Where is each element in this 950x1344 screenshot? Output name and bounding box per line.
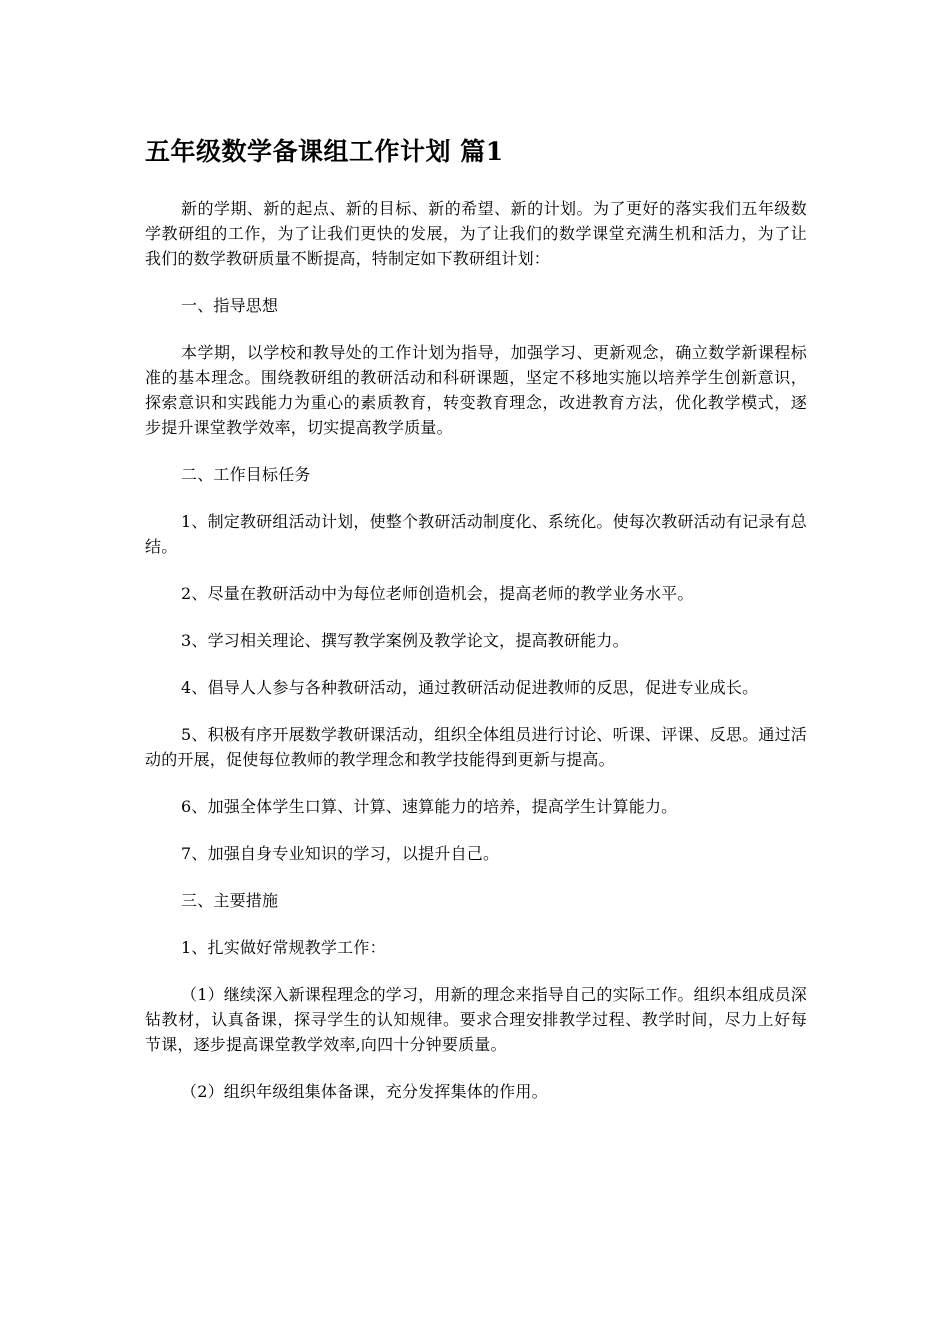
goal-item-2: 2、尽量在教研活动中为每位老师创造机会，提高老师的教学业务水平。 bbox=[181, 584, 694, 603]
measure-subitem-1: （1）继续深入新课程理念的学习，用新的理念来指导自己的实际工作。组织本组成员深钻教材，认真备课，探寻学生的认知规律。要求合理安排教学过程、教学时间，尽力上好每节课，逐步提高课堂教学效率,向四十分钟要质量。 bbox=[145, 985, 807, 1054]
goal-item-5: 5、积极有序开展数学教研课活动，组织全体组员进行讨论、听课、评课、反思。通过活动的开展，促使每位教师的教学理念和教学技能得到更新与提高。 bbox=[145, 725, 807, 769]
section-heading-main-measures: 三、主要措施 bbox=[181, 891, 279, 910]
goal-item-4: 4、倡导人人参与各种教研活动，通过教研活动促进教师的反思，促进专业成长。 bbox=[181, 678, 759, 697]
intro-paragraph: 新的学期、新的起点、新的目标、新的希望、新的计划。为了更好的落实我们五年级数学教研组的工作，为了让我们更快的发展，为了让我们的数学课堂充满生机和活力，为了让我们的数学教研质量不断提高，特制定如下教研组计划： bbox=[145, 199, 807, 268]
guiding-ideology-paragraph: 本学期，以学校和教导处的工作计划为指导，加强学习、更新观念，确立数学新课程标准的基本理念。围绕教研组的教研活动和科研课题，坚定不移地实施以培养学生创新意识，探索意识和实践能力为重心的素质教育，转变教育理念，改进教育方法，优化教学模式，逐步提升课堂教学效率，切实提高教学质量。 bbox=[145, 343, 807, 437]
document-title: 五年级数学备课组工作计划 篇1 bbox=[145, 137, 504, 166]
goal-item-7: 7、加强自身专业知识的学习，以提升自己。 bbox=[181, 844, 500, 863]
goal-item-3: 3、学习相关理论、撰写教学案例及教学论文，提高教研能力。 bbox=[181, 631, 629, 650]
section-heading-guiding-ideology: 一、指导思想 bbox=[181, 296, 279, 315]
document-body bbox=[145, 196, 807, 1126]
goal-item-6: 6、加强全体学生口算、计算、速算能力的培养，提高学生计算能力。 bbox=[181, 797, 678, 816]
measure-item-1: 1、扎实做好常规教学工作： bbox=[181, 938, 386, 957]
section-heading-work-goals: 二、工作目标任务 bbox=[181, 465, 311, 484]
goal-item-1: 1、制定教研组活动计划，使整个教研活动制度化、系统化。使每次教研活动有记录有总结。 bbox=[145, 512, 807, 556]
measure-subitem-2: （2）组织年级组集体备课，充分发挥集体的作用。 bbox=[181, 1082, 548, 1101]
